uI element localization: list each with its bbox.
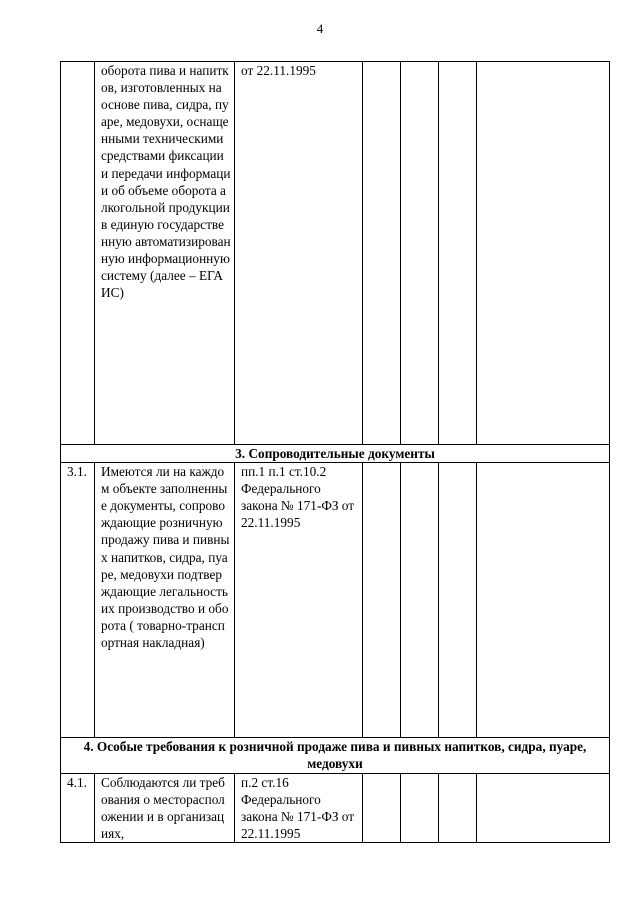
legal-reference: пп.1 п.1 ст.10.2 Федерального закона № 171-ФЗ от 22.11.1995 [235, 463, 363, 738]
page-number: 4 [316, 21, 324, 36]
table-row [61, 774, 610, 843]
answer-cell-yes [363, 62, 401, 445]
answer-cell-na [439, 774, 477, 843]
row-number: 4.1. [61, 774, 95, 843]
table-row [61, 463, 610, 738]
requirement-text: Соблюдаются ли требования о месторасположении и в организациях, [95, 774, 235, 843]
section-header-row [61, 738, 610, 774]
answer-cell-na [439, 463, 477, 738]
answer-cell-no [401, 62, 439, 445]
requirement-text: оборота пива и напитков, изготовленных на основе пива, сидра, пуаре, медовухи, оснащенными техническими средствами фиксации и передачи информации об объеме оборота алкогольной продукции в единую государственную автоматизированную информационную систему (далее – ЕГАИС) [95, 62, 235, 445]
answer-cell-na [439, 62, 477, 445]
section-title: 3. Сопроводительные документы [61, 445, 610, 463]
row-number [61, 62, 95, 445]
answer-cell-no [401, 774, 439, 843]
requirement-text: Имеются ли на каждом объекте заполненные документы, сопровождающие розничную продажу пива и пивных напитков, сидра, пуаре, медовухи подтверждающие легальность их производство и оборота ( товарно-транспортная накладная) [95, 463, 235, 738]
notes-cell [477, 62, 610, 445]
notes-cell [477, 774, 610, 843]
section-title: 4. Особые требования к розничной продаже пива и пивных напитков, сидра, пуаре, медовухи [61, 738, 610, 774]
legal-reference: от 22.11.1995 [235, 62, 363, 445]
answer-cell-yes [363, 463, 401, 738]
row-number: 3.1. [61, 463, 95, 738]
checklist-table [60, 61, 610, 843]
answer-cell-yes [363, 774, 401, 843]
answer-cell-no [401, 463, 439, 738]
legal-reference: п.2 ст.16 Федерального закона № 171-ФЗ от 22.11.1995 [235, 774, 363, 843]
notes-cell [477, 463, 610, 738]
section-header-row [61, 445, 610, 463]
table-row [61, 62, 610, 445]
